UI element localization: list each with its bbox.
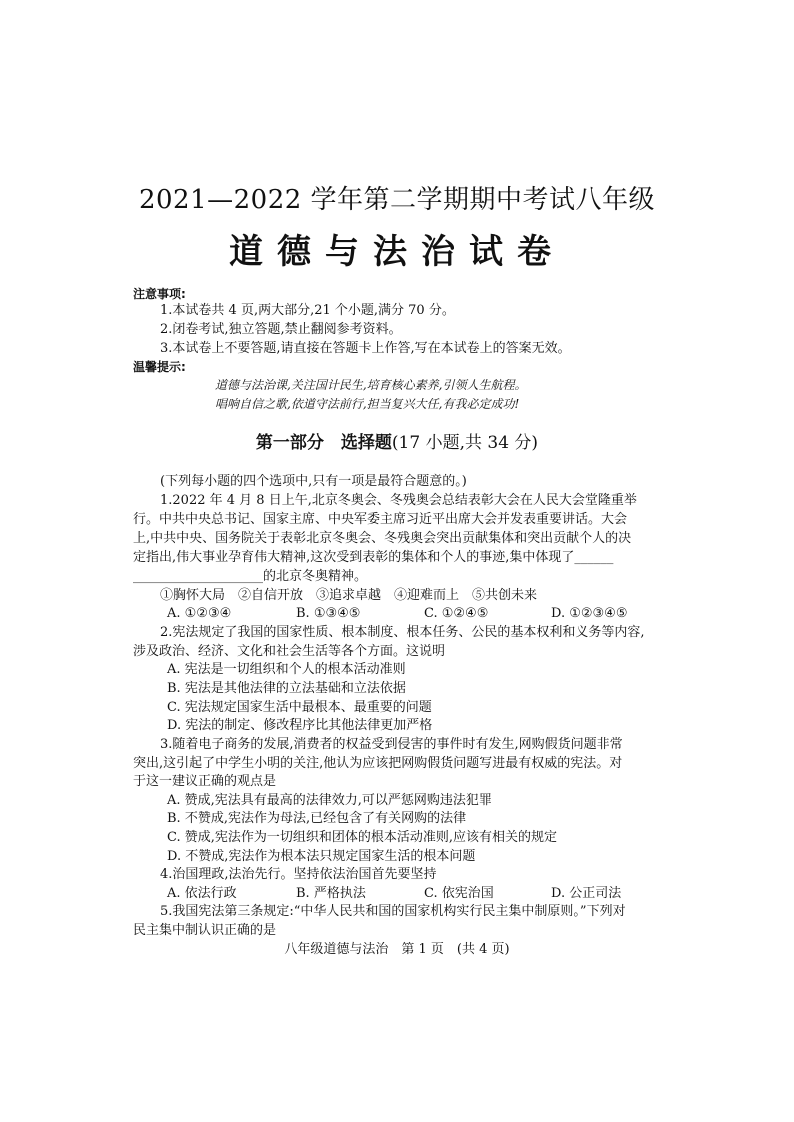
q3-line: 3.随着电子商务的发展,消费者的权益受到侵害的事件时有发生,网购假货问题非常: [160, 737, 623, 752]
q2-line: 涉及政治、经济、文化和社会生活等各个方面。这说明: [133, 644, 446, 659]
q1-option-a: A. ①②③④: [167, 606, 232, 621]
q1-line: 上,中共中央、国务院关于表彰北京冬奥会、冬残奥会突出贡献集体和突出贡献个人的决: [133, 531, 632, 546]
q1-option-d: D. ①②③④⑤: [551, 606, 628, 621]
q4-option-c: C. 依宪治国: [424, 886, 494, 901]
q2-option-d: D. 宪法的制定、修改程序比其他法律更加严格: [167, 718, 433, 733]
q2-option-b: B. 宪法是其他法律的立法基础和立法依据: [167, 681, 406, 696]
q3-line: 突出,这引起了中学生小明的关注,他认为应该把网购假货问题写进最有权威的宪法。对: [133, 756, 623, 771]
q1-items: ①胸怀大局 ②自信开放 ③追求卓越 ④迎难而上 ⑤共创未来: [160, 588, 538, 603]
q4-option-b: B. 严格执法: [296, 886, 366, 901]
section-title: 第一部分 选择题: [255, 433, 392, 453]
tips-line: 道德与法治课,关注国计民生,培育核心素养,引领人生航程。: [215, 378, 527, 392]
q2-line: 2.宪法规定了我国的国家性质、根本制度、根本任务、公民的基本权利和义务等内容,: [160, 625, 645, 640]
exam-year-title: 2021—2022 学年第二学期期中考试八年级: [138, 185, 656, 215]
q4-option-d: D. 公正司法: [551, 886, 622, 901]
instruction: (下列每小题的四个选项中,只有一项是最符合题意的。): [160, 474, 467, 489]
notice-item: 1.本试卷共 4 页,两大部分,21 个小题,满分 70 分。: [160, 303, 455, 318]
notice-item: 3.本试卷上不要答题,请直接在答题卡上作答,写在本试卷上的答案无效。: [160, 341, 571, 356]
q4-option-a: A. 依法行政: [167, 886, 237, 901]
notice-label: 注意事项:: [133, 287, 186, 301]
q3-option-a: A. 赞成,宪法具有最高的法律效力,可以严惩网购违法犯罪: [167, 793, 492, 808]
q1-option-c: C. ①②④⑤: [424, 606, 489, 621]
q1-line: 1.2022 年 4 月 8 日上午,北京冬奥会、冬残奥会总结表彰大会在人民大会堂隆重举: [160, 493, 637, 508]
q2-option-a: A. 宪法是一切组织和个人的根本活动准则: [167, 662, 406, 677]
q1-option-b: B. ①③④⑤: [296, 606, 361, 621]
exam-subject-title: 道德与法治试卷: [229, 232, 565, 272]
q3-option-b: B. 不赞成,宪法作为母法,已经包含了有关网购的法律: [167, 811, 467, 826]
tips-line: 唱响自信之歌,依道守法前行,担当复兴大任,有我必定成功!: [215, 397, 520, 411]
section-header: [0, 432, 794, 454]
notice-item: 2.闭卷考试,独立答题,禁止翻阅参考资料。: [160, 322, 402, 337]
q2-option-c: C. 宪法规定国家生活中最根本、最重要的问题: [167, 700, 432, 715]
section-subtitle: (17 小题,共 34 分): [391, 433, 539, 453]
q3-option-d: D. 不赞成,宪法作为根本法只规定国家生活的根本问题: [167, 849, 476, 864]
q4-line: 4.治国理政,法治先行。坚持依法治国首先要坚持: [160, 867, 437, 882]
page-footer: 八年级道德与法治 第 1 页 (共 4 页): [284, 942, 510, 957]
q1-line: ____________________的北京冬奥精神。: [133, 569, 368, 584]
q3-option-c: C. 赞成,宪法作为一切组织和团体的根本活动准则,应该有相关的规定: [167, 830, 558, 845]
q5-line: 民主集中制认识正确的是: [133, 923, 277, 938]
q1-line: 行。中共中央总书记、国家主席、中央军委主席习近平出席大会并发表重要讲话。大会: [133, 512, 628, 527]
q5-line: 5.我国宪法第三条规定:“中华人民共和国的国家机构实行民主集中制原则。”下列对: [160, 904, 626, 919]
q3-line: 于这一建议正确的观点是: [133, 774, 277, 789]
q1-line: 定指出,伟大事业孕育伟大精神,这次受到表彰的集体和个人的事迹,集中体现了______: [133, 550, 614, 565]
tips-label: 温馨提示:: [133, 360, 186, 374]
